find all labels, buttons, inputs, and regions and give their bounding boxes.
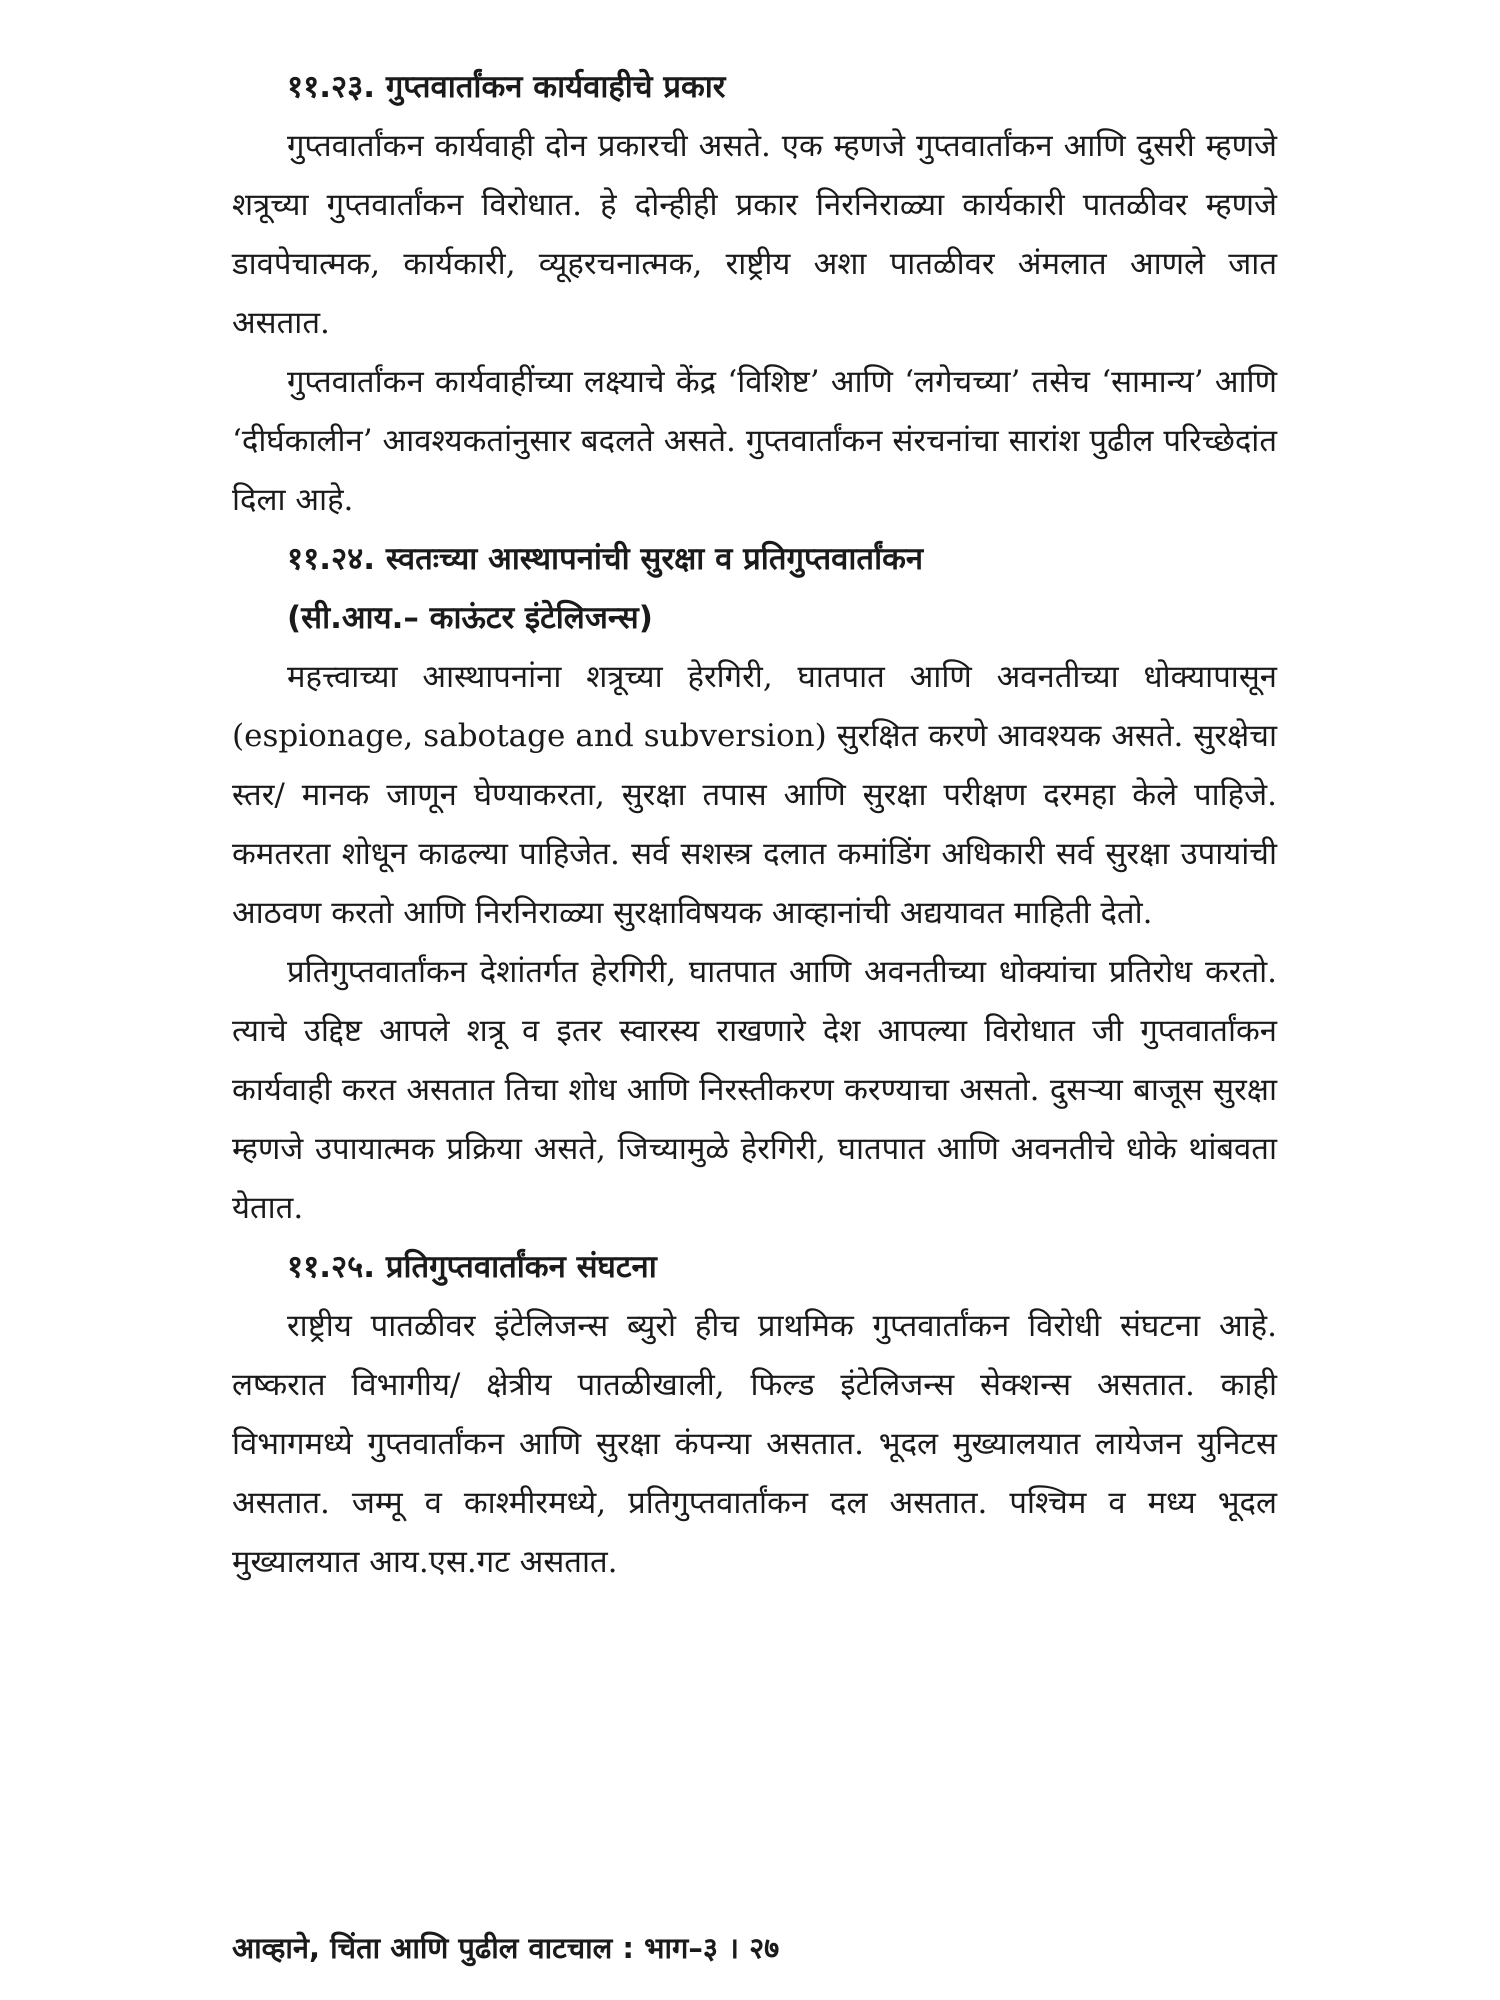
section-heading-11-25: ११.२५. प्रतिगुप्तवार्तांकन संघटना bbox=[287, 1249, 657, 1285]
paragraph: गुप्तवार्तांकन कार्यवाहींच्या लक्ष्याचे केंद्र ‘विशिष्ट’ आणि ‘लगेचच्या’ तसेच ‘सामान्य’ आणि ‘दीर्घकालीन’ आवश्यकतांनुसार बदलते असते. गुप्तवार्तांकन संरचनांचा सारांश पुढील परिच्छेदांत दिला आहे. bbox=[232, 364, 1277, 518]
page-footer: आव्हाने, चिंता आणि पुढील वाटचाल : भाग–३ । २७ bbox=[232, 1931, 780, 1965]
paragraph: राष्ट्रीय पातळीवर इंटेलिजन्स ब्युरो हीच प्राथमिक गुप्तवार्तांकन विरोधी संघटना आहे. लष्करात विभागीय/ क्षेत्रीय पातळीखाली, फिल्ड इंटेलिजन्स सेक्शन्स असतात. काही विभागमध्ये गुप्तवार्तांकन आणि सुरक्षा कंपन्या असतात. भूदल मुख्यालयात लायेजन युनिटस असतात. जम्मू व काश्मीरमध्ये, प्रतिगुप्तवार्तांकन दल असतात. पश्चिम व मध्य भूदल मुख्यालयात आय.एस.गट असतात. bbox=[232, 1308, 1277, 1580]
section-heading-11-24: ११.२४. स्वतःच्या आस्थापनांची सुरक्षा व प्रतिगुप्तवार्तांकन bbox=[287, 541, 924, 577]
document-page bbox=[232, 58, 1277, 1592]
paragraph: महत्त्वाच्या आस्थापनांना शत्रूच्या हेरगिरी, घातपात आणि अवनतीच्या धोक्यापासून (espionage, sabotage and subversion) सुरक्षित करणे आवश्यक असते. सुरक्षेचा स्तर/ मानक जाणून घेण्याकरता, सुरक्षा तपास आणि सुरक्षा परीक्षण दरमहा केले पाहिजे. कमतरता शोधून काढल्या पाहिजेत. सर्व सशस्त्र दलात कमांडिंग अधिकारी सर्व सुरक्षा उपायांची आठवण करतो आणि निरनिराळ्या सुरक्षाविषयक आव्हानांची अद्ययावत माहिती देतो. bbox=[232, 659, 1277, 931]
paragraph: गुप्तवार्तांकन कार्यवाही दोन प्रकारची असते. एक म्हणजे गुप्तवार्तांकन आणि दुसरी म्हणजे शत्रूच्या गुप्तवार्तांकन विरोधात. हे दोन्हीही प्रकार निरनिराळ्या कार्यकारी पातळीवर म्हणजे डावपेचात्मक, कार्यकारी, व्यूहरचनात्मक, राष्ट्रीय अशा पातळीवर अंमलात आणले जात असतात. bbox=[232, 128, 1277, 341]
section-subheading-11-24: (सी.आय.– काऊंटर इंटेलिजन्स) bbox=[287, 600, 653, 636]
paragraph: प्रतिगुप्तवार्तांकन देशांतर्गत हेरगिरी, घातपात आणि अवनतीच्या धोक्यांचा प्रतिरोध करतो. त्याचे उद्दिष्ट आपले शत्रू व इतर स्वारस्य राखणारे देश आपल्या विरोधात जी गुप्तवार्तांकन कार्यवाही करत असतात तिचा शोध आणि निरस्तीकरण करण्याचा असतो. दुसऱ्या बाजूस सुरक्षा म्हणजे उपायात्मक प्रक्रिया असते, जिच्यामुळे हेरगिरी, घातपात आणि अवनतीचे धोके थांबवता येतात. bbox=[232, 954, 1277, 1226]
section-heading-11-23: ११.२३. गुप्तवार्तांकन कार्यवाहीचे प्रकार bbox=[287, 69, 726, 105]
